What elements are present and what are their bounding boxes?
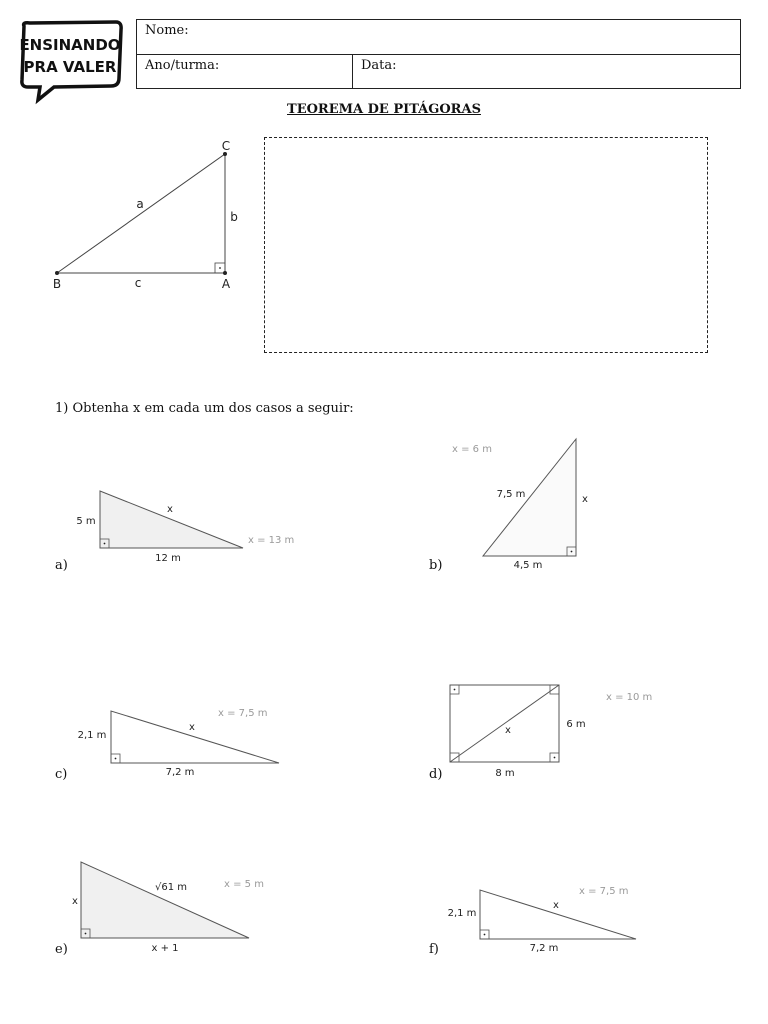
side-a-label: a: [136, 197, 144, 211]
item-f-label: f): [429, 942, 439, 957]
vertex-b-label: B: [52, 277, 62, 291]
triangle-c-hyp: x: [189, 722, 195, 733]
triangle-b-leg2: 4,5 m: [513, 560, 543, 571]
rectangle-d-figure: [450, 685, 652, 779]
item-b-label: b): [429, 558, 443, 573]
triangle-e-leg1: x: [72, 896, 78, 907]
name-label: Nome:: [145, 23, 189, 38]
triangle-f-leg2: 7,2 m: [529, 943, 559, 954]
rectangle-d-side1: 6 m: [566, 719, 586, 730]
triangle-a-answer: x = 13 m: [248, 535, 295, 546]
triangle-c-answer: x = 7,5 m: [218, 708, 268, 719]
triangle-f-leg1: 2,1 m: [447, 908, 477, 919]
triangle-b-figure: [452, 439, 588, 571]
triangle-c-leg1: 2,1 m: [77, 730, 107, 741]
triangle-f-figure: [448, 886, 636, 954]
triangle-b-hyp: 7,5 m: [496, 489, 526, 500]
class-label: Ano/turma:: [145, 58, 220, 73]
triangle-f-hyp: x: [553, 900, 559, 911]
triangle-b-answer: x = 6 m: [452, 444, 492, 455]
triangle-c-figure: [78, 708, 279, 778]
triangle-e-answer: x = 5 m: [224, 879, 264, 890]
page-title: TEOREMA DE PITÁGORAS: [287, 102, 481, 117]
svg-text:ENSINANDO: ENSINANDO: [19, 36, 121, 54]
rectangle-d-side2: 8 m: [495, 768, 515, 779]
side-c-label: c: [134, 276, 142, 290]
triangle-b-leg1: x: [582, 494, 588, 505]
item-d-label: d): [429, 767, 443, 782]
vertex-a-label: A: [221, 277, 231, 291]
triangle-a-hyp: x: [167, 504, 173, 515]
side-b-label: b: [230, 210, 238, 224]
rectangle-d-diag: x: [505, 725, 511, 736]
triangle-a-figure: [76, 491, 294, 564]
svg-text:PRA VALER: PRA VALER: [23, 58, 117, 76]
item-e-label: e): [55, 942, 68, 957]
vertex-c-label: C: [221, 139, 231, 153]
triangle-f-answer: x = 7,5 m: [579, 886, 629, 897]
triangle-e-figure: [72, 862, 264, 954]
triangle-a-leg1: 5 m: [76, 516, 96, 527]
triangle-e-hyp: √61 m: [154, 882, 188, 893]
question-1: 1) Obtenha x em cada um dos casos a seguir:: [55, 401, 354, 416]
triangle-e-leg2: x + 1: [151, 943, 179, 954]
triangle-c-leg2: 7,2 m: [165, 767, 195, 778]
rectangle-d-answer: x = 10 m: [606, 692, 653, 703]
date-label: Data:: [361, 58, 397, 73]
item-c-label: c): [55, 767, 68, 782]
triangle-a-leg2: 12 m: [155, 553, 181, 564]
item-a-label: a): [55, 558, 68, 573]
